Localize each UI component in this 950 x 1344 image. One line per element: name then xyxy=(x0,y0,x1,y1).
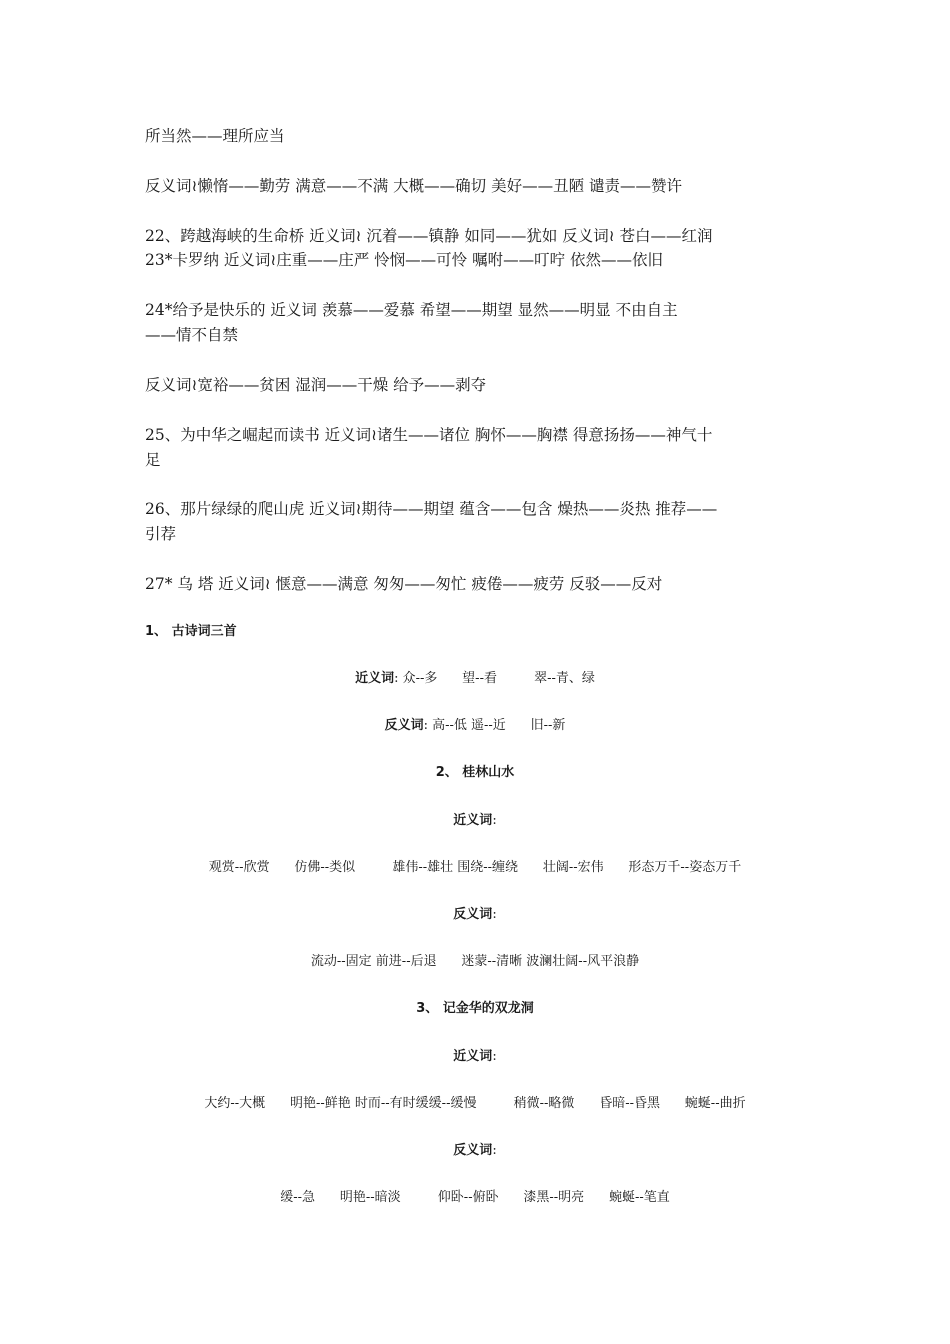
synonym-label-row-3 xyxy=(0,1048,950,1066)
antonym-label: 反义词 xyxy=(453,1143,493,1158)
text-line-1: 所当然——理所应当 xyxy=(145,127,285,145)
text-line-11: 引荐 xyxy=(145,525,177,543)
text-line-8: 25、为中华之崛起而读书 近义词≀诸生——诸位 胸怀——胸襟 得意扬扬——神气十 xyxy=(145,426,713,444)
section-heading-3-text: 3、 记金华的双龙洞 xyxy=(416,1001,534,1016)
section-heading-2-text: 2、 桂林山水 xyxy=(435,765,515,780)
antonym-row-2: 流动--固定 前进--后退 迷蒙--清晰 波澜壮阔--风平浪静 xyxy=(310,954,640,969)
text-line-2: 反义词≀懒惰——勤劳 满意——不满 大概——确切 美好——丑陋 谴责——赞许 xyxy=(145,177,683,195)
synonym-label-row-2 xyxy=(0,812,950,830)
antonym-row-1 xyxy=(0,717,950,735)
antonym-text: 高--低 遥--近 旧--新 xyxy=(432,718,566,733)
antonym-separator: : xyxy=(423,718,433,733)
synonym-separator: : xyxy=(492,1049,497,1064)
antonym-row-3: 缓--急 明艳--暗淡 仰卧--俯卧 漆黑--明亮 蜿蜒--笔直 xyxy=(280,1190,670,1205)
text-line-12: 27* 乌 塔 近义词≀ 惬意——满意 匆匆——匆忙 疲倦——疲劳 反驳——反对 xyxy=(145,575,663,593)
text-line-10: 26、那片绿绿的爬山虎 近义词≀期待——期望 蕴含——包含 燥热——炎热 推荐—— xyxy=(145,500,718,518)
synonym-row-2: 观赏--欣赏 仿佛--类似 雄伟--雄壮 围绕--缠绕 壮阔--宏伟 形态万千--姿态万千 xyxy=(208,860,742,875)
synonym-label: 近义词 xyxy=(453,1049,493,1064)
text-line-7: 反义词≀宽裕——贫困 湿润——干燥 给予——剥夺 xyxy=(145,376,487,394)
synonym-label: 近义词 xyxy=(453,813,493,828)
synonym-separator: : xyxy=(394,671,403,686)
section-heading-1: 1、 古诗词三首 xyxy=(145,624,237,639)
section-heading-3 xyxy=(0,1000,950,1018)
antonym-separator: : xyxy=(492,907,497,922)
antonym-label: 反义词 xyxy=(384,718,424,733)
text-line-9: 足 xyxy=(145,451,161,469)
antonym-label-row-3 xyxy=(0,1142,950,1160)
text-line-4: 23*卡罗纳 近义词≀庄重——庄严 怜悯——可怜 嘱咐——叮咛 依然——依旧 xyxy=(145,251,663,269)
antonym-separator: : xyxy=(492,1143,497,1158)
synonym-text: 众--多 望--看 翠--青、绿 xyxy=(402,671,595,686)
section-heading-2 xyxy=(0,764,950,782)
text-line-3: 22、跨越海峡的生命桥 近义词≀ 沉着——镇静 如同——犹如 反义词≀ 苍白——红润 xyxy=(145,227,713,245)
antonym-label: 反义词 xyxy=(453,907,493,922)
synonym-row-3: 大约--大概 明艳--鲜艳 时而--有时缓缓--缓慢 稍微--略微 昏暗--昏黑 蜿蜒--曲折 xyxy=(204,1096,746,1111)
synonym-separator: : xyxy=(492,813,497,828)
text-line-6: ——情不自禁 xyxy=(145,326,239,344)
text-line-5: 24*给予是快乐的 近义词 羡慕——爱慕 希望——期望 显然——明显 不由自主 xyxy=(145,301,678,319)
synonym-row-1 xyxy=(0,670,950,688)
synonym-label: 近义词 xyxy=(355,671,395,686)
antonym-label-row-2 xyxy=(0,906,950,924)
